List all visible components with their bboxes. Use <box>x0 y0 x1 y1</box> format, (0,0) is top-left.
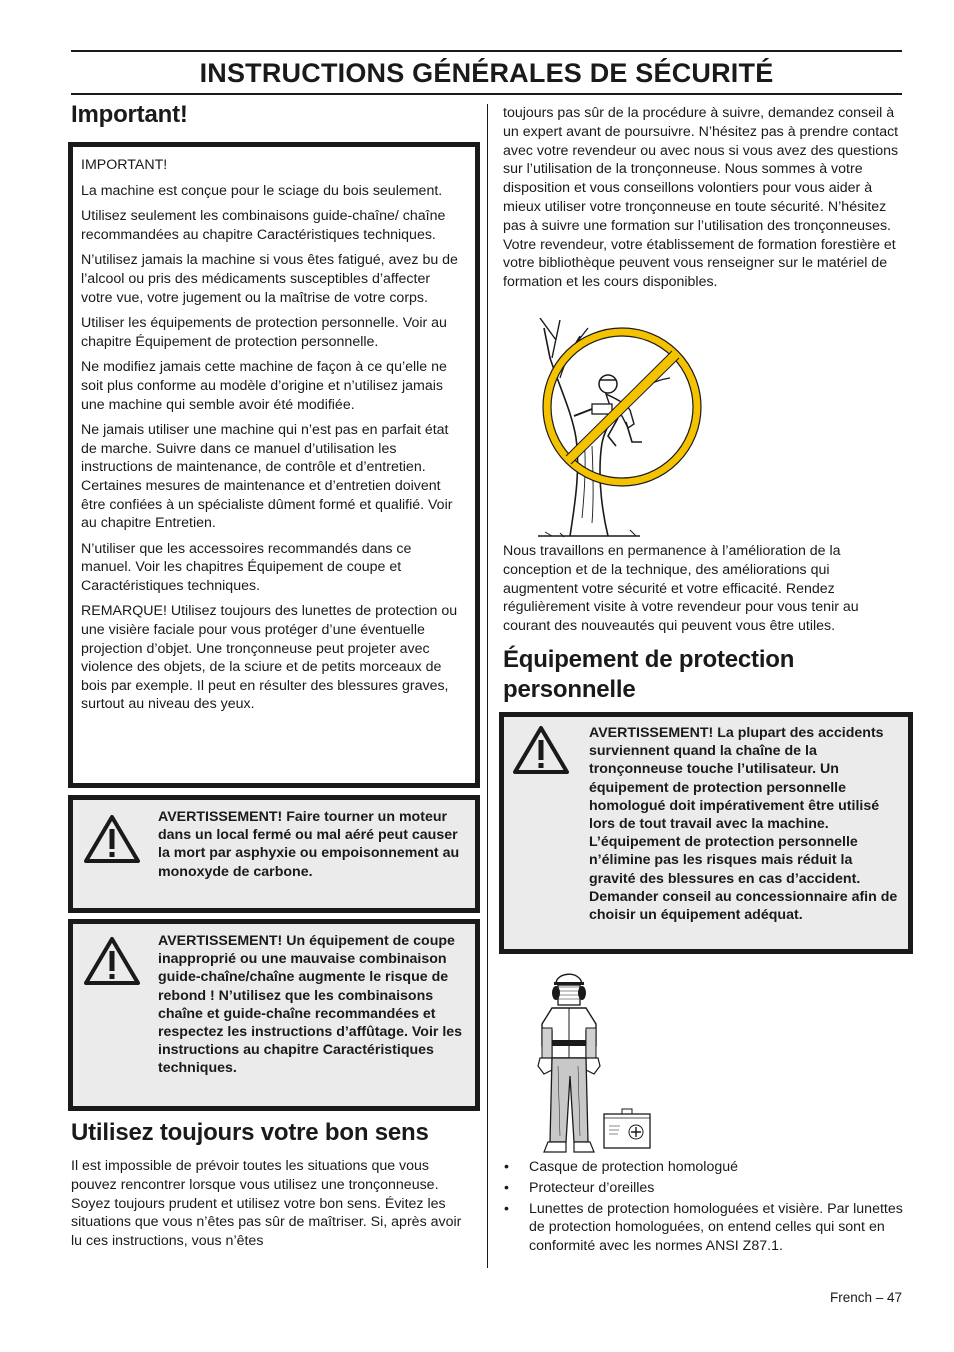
important-paragraph: Ne modifiez jamais cette machine de façon à ce qu’elle ne soit plus conforme au modèle d’origine et n’utilisez jamais une machine qui semble avoir été modifiée. <box>81 359 447 413</box>
warning-box-co <box>68 795 480 913</box>
common-sense-heading: Utilisez toujours votre bon sens <box>71 1119 429 1146</box>
warning-triangle-icon <box>83 936 141 986</box>
bullet-icon: • <box>504 1200 509 1217</box>
bullet-icon: • <box>504 1179 509 1196</box>
list-item <box>503 1200 903 1256</box>
header-top-rule <box>71 50 902 52</box>
important-heading: Important! <box>71 101 188 128</box>
important-paragraph: La machine est conçue pour le sciage du bois seulement. <box>81 182 443 199</box>
warning-text-ppe: AVERTISSEMENT! La plupart des accidents surviennent quand la chaîne de la tronçonneuse touche l’utilisateur. Un équipement de protection personnelle homologué doit impérativement être utilisé lors de tout travail avec la machine. L’équipement de protection personnelle n’élimine pas les risques mais réduit la gravité des blessures en cas d’accident. Demander conseil au concessionnaire afin de choisir un équipement adéquat. <box>589 725 898 924</box>
page-footer: French – 47 <box>829 1290 902 1305</box>
improvement-paragraph: Nous travaillons en permanence à l’amélioration de la conception et de la technique, des améliorations qui augmentent votre sécurité et votre efficacité. Rendez régulièrement visite à votre revendeur pour vous tenir au courant des nouveautés qui peuvent vous être utiles. <box>503 543 859 635</box>
bullet-icon: • <box>504 1159 509 1175</box>
important-paragraph: N’utiliser que les accessoires recommandés dans ce manuel. Voir les chapitres Équipement de coupe et Caractéristiques techniques. <box>81 540 412 594</box>
ppe-bullet-list <box>503 1158 903 1258</box>
page-title: INSTRUCTIONS GÉNÉRALES DE SÉCURITÉ <box>199 58 774 88</box>
warning-text-kickback: AVERTISSEMENT! Un équipement de coupe inapproprié ou une mauvaise combinaison guide-chaîne/chaîne augmente le risque de rebond ! N’utilisez que les combinaisons chaîne et guide-chaîne recommandées et respectez les instructions d’affûtage. Voir les instructions au chapitre Caractéristiques techniques. <box>158 933 463 1077</box>
important-paragraph: Utilisez seulement les combinaisons guide-chaîne/ chaîne recommandées au chapitre Caractéristiques techniques. <box>81 208 446 243</box>
warning-box-kickback <box>68 919 480 1111</box>
common-sense-paragraph-continued: toujours pas sûr de la procédure à suivre, demandez conseil à un expert avant de poursuivre. N’hésitez pas à prendre contact avec votre revendeur ou avec nous si vous avez des questions sur l’utilisation de la tronçonneuse. Nous sommes à votre disposition et vous conseillons volontiers pour vous aider à mieux utiliser votre tronçonneuse en toute sécurité. N’hésitez pas à suivre une formation sur l’utilisation des tronçonneuses. Votre revendeur, votre établissement de formation forestière et votre bibliothèque peuvent vous renseigner sur le matériel de formation et les cours disponibles. <box>503 105 899 291</box>
important-paragraph: REMARQUE! Utilisez toujours des lunettes de protection ou une visière faciale pour vous protéger d’une éventuelle projection d’objet. Une tronçonneuse peut projeter avec violence des objets, de la sciure et de petits morceaux de bois par exemple. Il peut en résulter des blessures graves, surtout au niveau des yeux. <box>81 603 458 713</box>
important-box <box>68 142 480 788</box>
header-bottom-rule <box>71 93 902 95</box>
ppe-heading-line2: personnelle <box>503 676 636 703</box>
list-item-text: Casque de protection homologué <box>529 1159 739 1175</box>
ppe-worker-illustration <box>530 966 660 1156</box>
important-paragraph: Ne jamais utiliser une machine qui n’est pas en parfait état de marche. Suivre dans ce manuel d’utilisation les instructions de maintenance, de contrôle et d’entretien. Certaines mesures de maintenance et d’entretien doivent être confiées à un spécialiste dûment formé et qualifié. Voir au chapitre Entretien. <box>81 422 453 532</box>
no-tree-climbing-illustration <box>530 318 730 540</box>
warning-triangle-icon <box>512 725 570 775</box>
common-sense-paragraph: Il est impossible de prévoir toutes les situations que vous pouvez rencontrer lorsque vous utilisez une tronçonneuse. Soyez toujours prudent et utilisez votre bon sens. Évitez les situations que vous n’êtes pas sûr de maîtriser. Si, après avoir lu ces instructions, vous n’êtes <box>71 1158 462 1250</box>
ppe-heading-line1: Équipement de protection <box>503 646 795 673</box>
warning-box-ppe <box>499 712 913 954</box>
list-item <box>503 1179 903 1198</box>
list-item-text: Lunettes de protection homologuées et visière. Par lunettes de protection homologuées, on entend celles qui sont en conformité avec les normes ANSI Z87.1. <box>529 1200 903 1255</box>
list-item <box>503 1158 903 1177</box>
important-paragraph: IMPORTANT! <box>81 157 168 173</box>
important-paragraph: N’utilisez jamais la machine si vous êtes fatigué, avez bu de l’alcool ou pris des médicaments susceptibles d’affecter votre vue, votre jugement ou la maîtrise de votre corps. <box>81 252 458 306</box>
list-item-text: Protecteur d’oreilles <box>529 1179 655 1196</box>
warning-triangle-icon <box>83 814 141 864</box>
important-paragraph: Utiliser les équipements de protection personnelle. Voir au chapitre Équipement de protection personnelle. <box>81 315 447 350</box>
warning-text-co: AVERTISSEMENT! Faire tourner un moteur dans un local fermé ou mal aéré peut causer la mort par asphyxie ou empoisonnement au monoxyde de carbone. <box>158 809 460 880</box>
column-divider <box>487 104 488 1268</box>
